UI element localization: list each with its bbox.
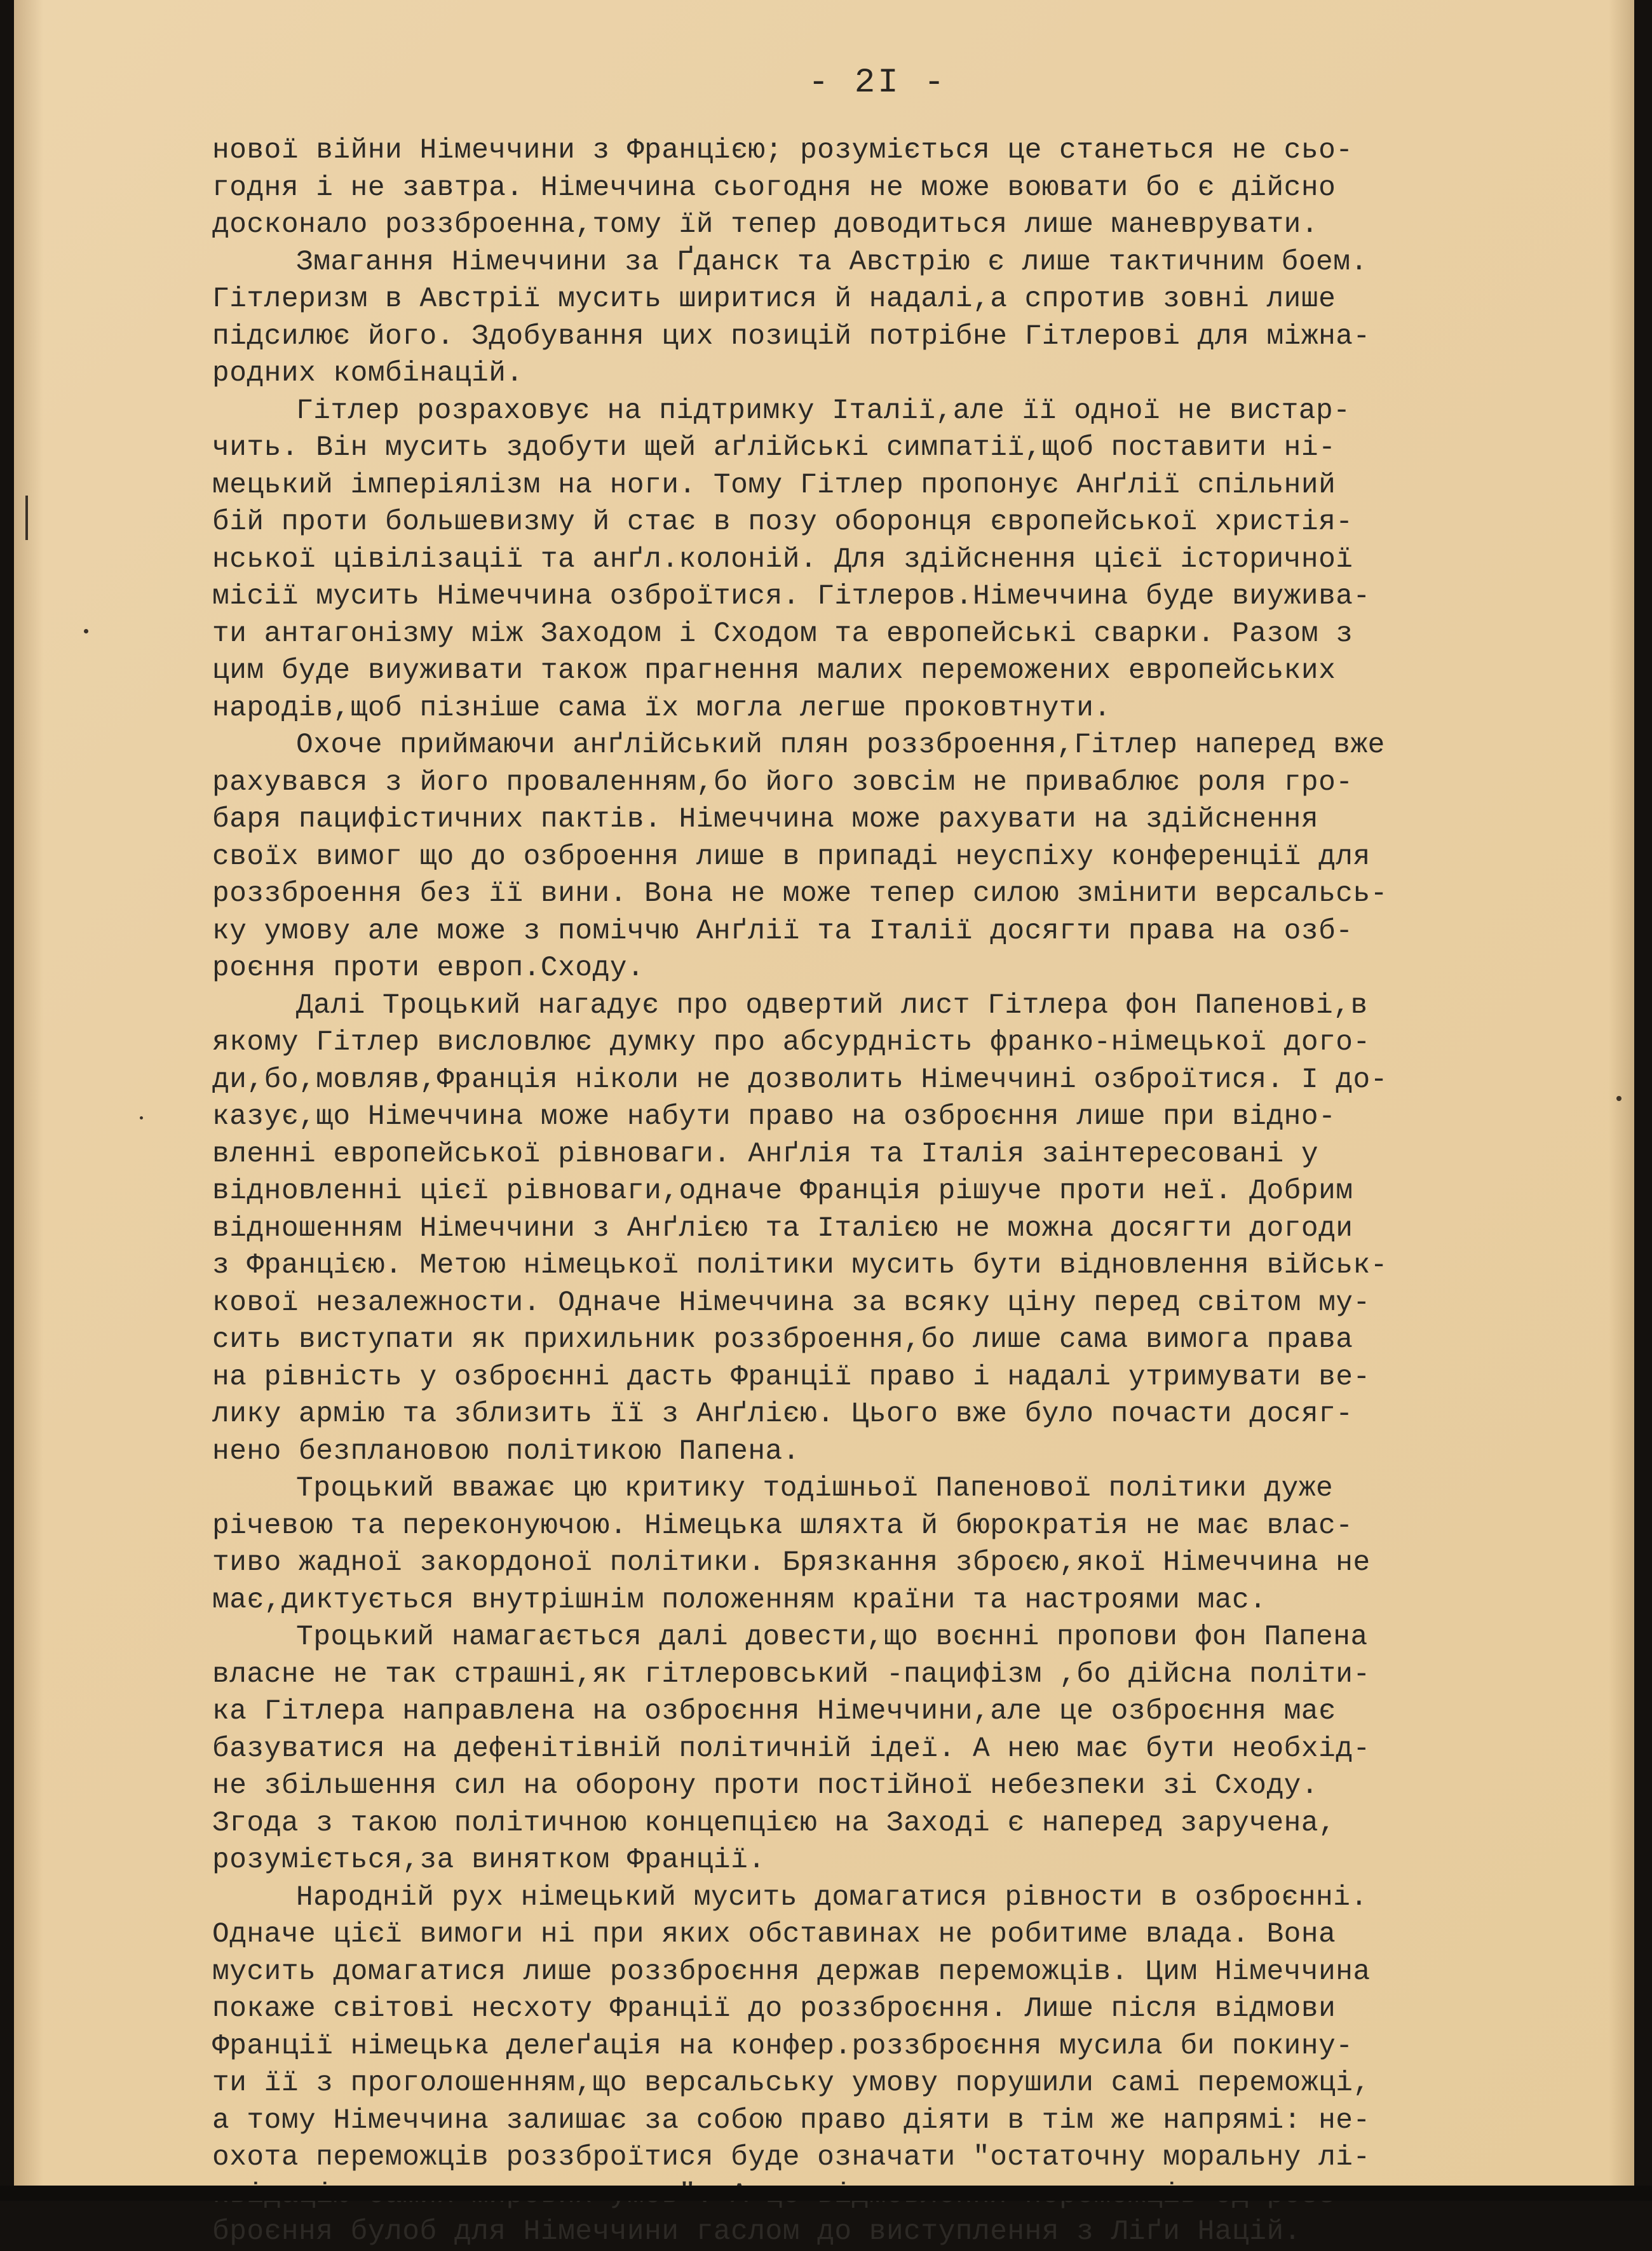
text-line: відношенням Німеччини з Анґлією та Італією не можна досягти догоди [212,1212,1353,1245]
text-line: має,диктується внутрішнім положенням країни та настроями мас. [212,1584,1267,1616]
text-line: на рівність у озброєнні дасть Франції право і надалі утримувати ве- [212,1361,1371,1393]
body-text [212,132,1527,2251]
text-line: вленні европейської рівноваги. Анґлія та Італія заінтересовані у [212,1138,1319,1170]
text-line: Гітлер розраховує на підтримку Італії,але її одної не вистар- [296,395,1351,427]
text-line: ку умову але може з поміччю Анґлії та Італії досягти права на озб- [212,915,1353,947]
text-line: нено безплановою політикою Папена. [212,1435,800,1468]
text-line: досконало роззброенна,тому їй тепер доводиться лише маневрувати. [212,209,1319,241]
text-line: Народній рух німецький мусить домагатися рівности в озброєнні. [296,1881,1368,1914]
text-line: роззброення без її вини. Вона не може тепер силою змінити версальсь- [212,878,1388,910]
text-line: ти її з проголошенням,що версальську умову порушили самі переможці, [212,2067,1371,2099]
text-line: з Францією. Метою німецької політики мусить бути відновлення військ- [212,1250,1388,1281]
text-line: казує,що Німеччина може набути право на озброєння лише при відно- [212,1101,1336,1133]
text-line: роєння проти европ.Сходу. [212,952,645,984]
text-line: підсилює його. Здобування цих позицій потрібне Гітлерові для міжна- [212,320,1371,353]
text-line: нової війни Німеччини з Францією; розуміється це станеться не сьо- [212,135,1353,166]
text-line: Охоче приймаючи анґлійський плян роззброення,Гітлер наперед вже [296,729,1385,761]
text-line: народів,щоб пізніше сама їх могла легше проковтнути. [212,692,1111,724]
text-line: річевою та переконуючою. Німецька шляхта й бюрократія не має влас- [212,1510,1353,1542]
text-line: відновленні цієї рівноваги,одначе Франція рішуче проти неї. Добрим [212,1175,1353,1207]
text-line: не збільшення сил на оборону проти постійної небезпеки зі Сходу. [212,1770,1319,1802]
text-line: бій проти большевизму й стає в позу оборонця європейської христія- [212,506,1353,538]
text-line: місії мусить Німеччина озброїтися. Гітлеров.Німеччина буде виужива- [212,581,1371,612]
text-line: Згода з такою політичною концепцією на Заході є наперед заручена, [212,1807,1336,1839]
text-line: кової незалежности. Одначе Німеччина за всяку ціну перед світом му- [212,1287,1371,1319]
text-line: Франції німецька делеґація на конфер.роззброєння мусила би покину- [212,2030,1353,2062]
text-line: покаже світові несхоту Франції до роззброєння. Лише після відмови [212,1993,1336,2025]
text-line: ди,бо,мовляв,Франція ніколи не дозволить Німеччині озброїтися. І до- [212,1064,1388,1096]
text-line: тиво жадної закордоної політики. Брязкання зброєю,якої Німеччина не [212,1547,1371,1579]
text-line: годня і не завтра. Німеччина сьогодня не може воювати бо є дійсно [212,172,1336,204]
text-line: Троцький намагається далі довести,що воєнні пропови фон Папена [296,1621,1368,1653]
page-number: - 2I - [808,64,947,102]
text-line: власне не так страшні,як гітлеровський -пацифізм ,бо дійсна політи- [212,1658,1371,1691]
text-line: броєння булоб для Німеччини гаслом до виступлення з Ліґи Націй. [212,2216,1301,2248]
text-line: цим буде виуживати також прагнення малих переможених европейських [212,655,1336,687]
text-line: базуватися на дефенітівній політичній ідеї. А нею має бути необхід- [212,1733,1371,1765]
text-line: чить. Він мусить здобути щей аґлійські симпатії,щоб поставити ні- [212,432,1336,464]
text-line: мецький імперіялізм на ноги. Тому Гітлер пропонує Анґлії спільний [212,469,1336,501]
text-line: нської цівілізації та анґл.колоній. Для здійснення цієї історичної [212,543,1353,576]
margin-mark [25,496,28,540]
text-line: якому Гітлер висловлює думку про абсурдність франко-німецької дого- [212,1027,1371,1058]
text-line: сить виступати як прихильник роззброення,бо лише сама вимога права [212,1324,1353,1356]
text-line: Одначе цієї вимоги ні при яких обставинах не робитиме влада. Вона [212,1919,1336,1950]
text-line: ти антагонізму між Заходом і Сходом та европейські сварки. Разом з [212,618,1353,650]
margin-dot [1616,1096,1622,1101]
text-line: баря пацифістичних пактів. Німеччина може рахувати на здійснення [212,804,1319,835]
text-line: Гітлеризм в Австрії мусить ширитися й надалі,а спротив зовні лише [212,283,1336,315]
margin-dot [84,629,88,633]
text-line: рахувався з його проваленням,бо його зовсім не приваблює роля гро- [212,766,1353,799]
text-line: Змагання Німеччини за Ґданск та Австрію є лише тактичним боем. [296,246,1368,278]
text-line: мусить домагатися лише роззброєння держав переможців. Цим Німеччина [212,1956,1371,1988]
text-line: Далі Троцький нагадує про одвертий лист Гітлера фон Папенові,в [296,989,1368,1022]
text-line: охота переможців роззброїтися буде означати "остаточну моральну лі- [212,2142,1371,2173]
document-page [14,0,1634,2248]
text-line: родних комбінацій. [212,358,524,389]
text-line: своїх вимог що до озброення лише в припаді неуспіху конференції для [212,841,1371,873]
margin-dot [140,1116,143,1119]
text-line: ка Гітлера направлена на озброєння Німеччини,але це озброєння має [212,1696,1336,1727]
text-line: лику армію та зблизить її з Анґлією. Цього вже було почасти досяг- [212,1398,1353,1430]
text-line: розуміється,за винятком Франції. [212,1844,766,1876]
text-line: Троцький вважає цю критику тодішньої Папенової політики дуже [296,1473,1334,1504]
scan-edge [0,2186,1652,2201]
text-line: а тому Німеччина залишає за собою право діяти в тім же напрямі: не- [212,2104,1371,2137]
